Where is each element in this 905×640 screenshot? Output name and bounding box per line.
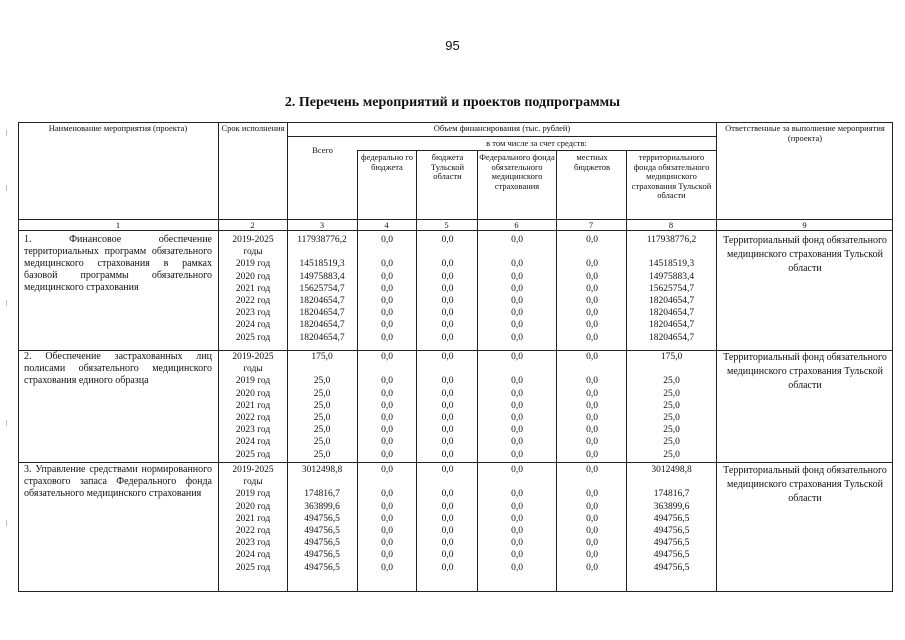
measure-responsible: Территориальный фонд обязательного медицинского страхования Тульской области [723, 465, 887, 504]
scan-mark [6, 420, 7, 426]
measure-local: 0,0 0,0 0,0 0,0 0,0 0,0 0,0 0,0 [586, 352, 598, 460]
header-name: Наименование мероприятия (проекта) [48, 123, 188, 133]
measure-name: 1. Финансовое обеспечение территориальных программ обязательного медицинского страхования в рамках базовой программы обязательного медицинского страхования [24, 234, 212, 293]
measure-federal: 0,0 0,0 0,0 0,0 0,0 0,0 0,0 0,0 [381, 465, 393, 573]
col-number: 8 [668, 220, 674, 230]
measure-tfoms: 3012498,8 174816,7 363899,6 494756,5 494756,5 494756,5 494756,5 494756,5 [651, 465, 692, 573]
measure-federal: 0,0 0,0 0,0 0,0 0,0 0,0 0,0 0,0 [381, 352, 393, 460]
measure-regional: 0,0 0,0 0,0 0,0 0,0 0,0 0,0 0,0 [441, 235, 454, 343]
page-title: 2. Перечень мероприятий и проектов подпрограммы [284, 95, 621, 110]
col-number: 2 [250, 220, 255, 230]
measure-regional: 0,0 0,0 0,0 0,0 0,0 0,0 0,0 0,0 [441, 465, 454, 573]
header-tfoms: территориального фонда обязательного медицинского страхования Тульской области [631, 152, 712, 200]
col-number: 6 [514, 220, 519, 230]
header-federal: федерально го бюджета [361, 152, 413, 172]
scan-mark [6, 300, 7, 306]
col-number: 7 [588, 220, 594, 230]
measure-name: 3. Управление средствами нормированного страхового запаса Федерального фонда обязательного медицинского страхования [24, 464, 212, 499]
col-number: 3 [319, 220, 325, 230]
measure-local: 0,0 0,0 0,0 0,0 0,0 0,0 0,0 0,0 [586, 235, 598, 343]
measure-ffoms: 0,0 0,0 0,0 0,0 0,0 0,0 0,0 0,0 [511, 465, 523, 573]
measure-ffoms: 0,0 0,0 0,0 0,0 0,0 0,0 0,0 0,0 [511, 352, 523, 460]
header-volume: Объем финансирования (тыс. рублей) [433, 123, 571, 133]
measure-total: 117938776,2 14518519,3 14975883,4 15625754,7 18204654,7 18204654,7 18204654,7 18204654,7 [297, 235, 347, 343]
measure-name: 2. Обеспечение застрахованных лиц полисами обязательного медицинского страхования единого образца [24, 351, 212, 386]
measure-years: 2019-2025 годы 2019 год 2020 год 2021 год 2022 год 2023 год 2024 год 2025 год [232, 465, 274, 573]
scan-mark [6, 130, 7, 136]
measure-responsible: Территориальный фонд обязательного медицинского страхования Тульской области [723, 352, 887, 391]
header-responsible: Ответственные за выполнение мероприятия (проекта) [725, 123, 885, 143]
measure-local: 0,0 0,0 0,0 0,0 0,0 0,0 0,0 0,0 [586, 465, 598, 573]
measure-years: 2019-2025 годы 2019 год 2020 год 2021 год 2022 год 2023 год 2024 год 2025 год [232, 352, 274, 460]
page-number: 95 [445, 38, 460, 53]
measure-total: 3012498,8 174816,7 363899,6 494756,5 494756,5 494756,5 494756,5 494756,5 [301, 465, 343, 573]
header-ffoms: Федерального фонда обязательного медицинского страхования [479, 152, 555, 191]
measure-regional: 0,0 0,0 0,0 0,0 0,0 0,0 0,0 0,0 [441, 352, 454, 460]
col-number: 9 [802, 220, 807, 230]
header-regional: бюджета Тульской области [430, 152, 465, 181]
header-total: Всего [312, 145, 333, 155]
header-local: местных бюджетов [574, 152, 610, 172]
header-term: Срок исполнения [221, 123, 285, 133]
measures-table [18, 122, 893, 592]
scan-mark [6, 520, 7, 526]
col-number: 4 [384, 220, 389, 230]
measure-years: 2019-2025 годы 2019 год 2020 год 2021 год 2022 год 2023 год 2024 год 2025 год [232, 235, 274, 343]
col-number: 1 [115, 220, 121, 230]
scan-mark [6, 185, 7, 191]
measure-total: 175,0 25,0 25,0 25,0 25,0 25,0 25,0 25,0 [311, 352, 333, 460]
measure-tfoms: 175,0 25,0 25,0 25,0 25,0 25,0 25,0 25,0 [660, 352, 683, 460]
measure-ffoms: 0,0 0,0 0,0 0,0 0,0 0,0 0,0 0,0 [511, 235, 523, 343]
measure-federal: 0,0 0,0 0,0 0,0 0,0 0,0 0,0 0,0 [381, 235, 393, 343]
measure-responsible: Территориальный фонд обязательного медицинского страхования Тульской области [723, 235, 887, 274]
header-incl: в том числе за счет средств: [486, 138, 587, 148]
col-number: 5 [444, 220, 449, 230]
measure-tfoms: 117938776,2 14518519,3 14975883,4 15625754,7 18204654,7 18204654,7 18204654,7 18204654,7 [646, 235, 697, 343]
